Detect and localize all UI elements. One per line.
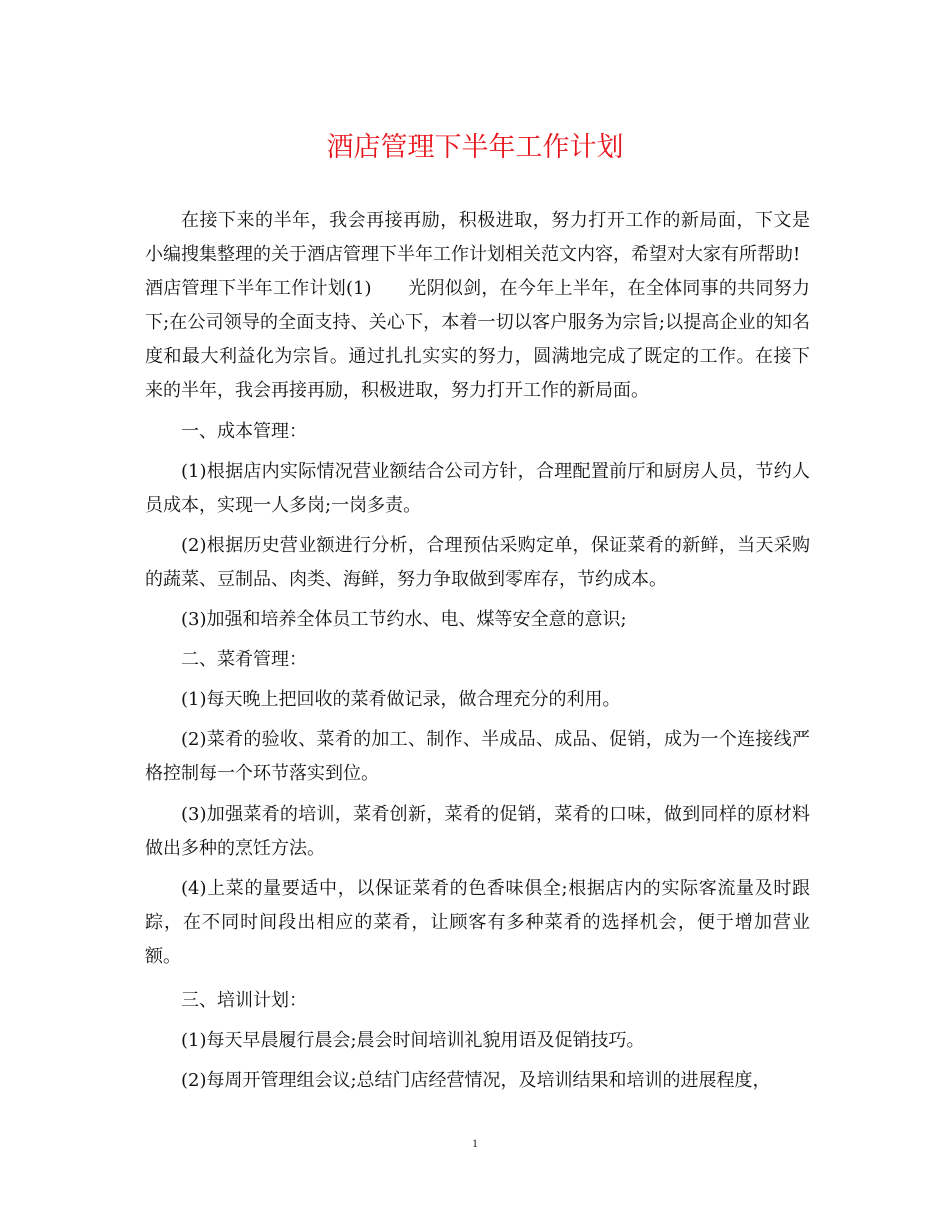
section-heading-training: 三、培训计划： <box>181 989 307 1011</box>
dishes-item-4: (4)上菜的量要适中，以保证菜肴的色香味俱全;根据店内的实际客流量及时跟踪，在不同时间段出相应的菜肴，让顾客有多种菜肴的选择机会，便于增加营业额。 <box>145 877 810 967</box>
intro-paragraph: 在接下来的半年，我会再接再励，积极进取，努力打开工作的新局面，下文是小编搜集整理的关于酒店管理下半年工作计划相关范文内容，希望对大家有所帮助! <box>145 210 810 266</box>
section-heading-dishes: 二、菜肴管理： <box>181 649 307 671</box>
page-number: 1 <box>472 1136 478 1150</box>
training-item-1: (1)每天早晨履行晨会;晨会时间培训礼貌用语及促销技巧。 <box>181 1030 645 1052</box>
dishes-item-3: (3)加强菜肴的培训，菜肴创新，菜肴的促销，菜肴的口味，做到同样的原材料做出多种的烹饪方法。 <box>145 803 810 859</box>
plan-paragraph: 酒店管理下半年工作计划(1) 光阴似剑，在今年上半年，在全体同事的共同努力下;在公司领导的全面支持、关心下，本着一切以客户服务为宗旨;以提高企业的知名度和最大利益化为宗旨。通过扎扎实实的努力，圆满地完成了既定的工作。在接下来的半年，我会再接再励，积极进取，努力打开工作的新局面。 <box>145 278 810 402</box>
section-heading-cost: 一、成本管理： <box>181 420 307 442</box>
training-item-2: (2)每周开管理组会议;总结门店经营情况，及培训结果和培训的进展程度， <box>181 1070 771 1092</box>
cost-item-3: (3)加强和培养全体员工节约水、电、煤等安全意的意识; <box>181 609 627 631</box>
dishes-item-2: (2)菜肴的验收、菜肴的加工、制作、半成品、成品、促销，成为一个连接线严格控制每一个环节落实到位。 <box>145 729 810 785</box>
dishes-item-1: (1)每天晚上把回收的菜肴做记录，做合理充分的利用。 <box>181 689 621 711</box>
cost-item-2: (2)根据历史营业额进行分析，合理预估采购定单，保证菜肴的新鲜，当天采购的蔬菜、豆制品、肉类、海鲜，努力争取做到零库存，节约成本。 <box>145 534 810 590</box>
document-title: 酒店管理下半年工作计划 <box>326 132 624 163</box>
cost-item-1: (1)根据店内实际情况营业额结合公司方针，合理配置前厅和厨房人员，节约人员成本，实现一人多岗;一岗多责。 <box>145 460 810 516</box>
document-body <box>145 204 810 1098</box>
